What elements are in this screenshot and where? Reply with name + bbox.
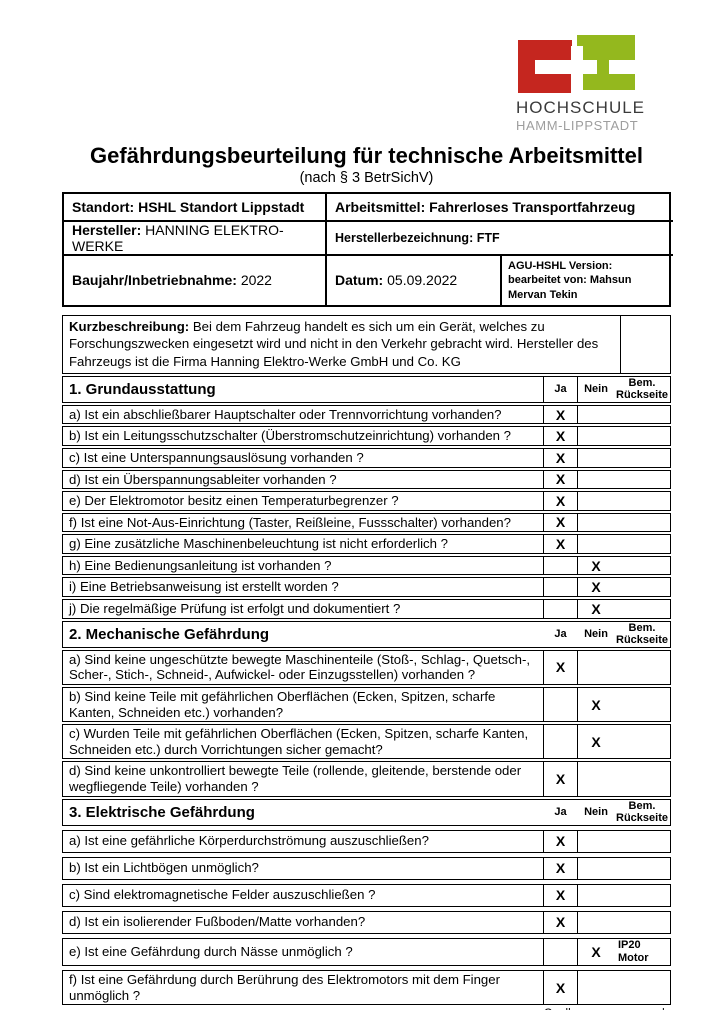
- nein-mark-cell: [578, 885, 614, 906]
- datum-value: 05.09.2022: [387, 272, 458, 289]
- ja-mark-cell: X: [543, 427, 578, 445]
- checklist-row: [62, 491, 671, 511]
- ja-mark-cell: X: [543, 831, 578, 852]
- nein-mark-cell: [578, 651, 614, 684]
- section-grundausstattung: [62, 376, 671, 619]
- nein-bem-cell: [578, 912, 670, 933]
- ja-mark-cell: X: [543, 858, 578, 879]
- checklist-row: [62, 405, 671, 425]
- nein-mark-cell: X: [591, 557, 601, 574]
- question-text: c) Wurden Teile mit gefährlichen Oberflächen (Ecken, Spitzen, scharfe Kanten, Schneiden etc.) durch Vorrichtungen sicher gemacht?: [69, 726, 529, 757]
- column-header-bem: Bem. Rückseite: [616, 799, 668, 825]
- hshl-logo: [516, 33, 646, 133]
- question-text: b) Ist ein Leitungsschutzschalter (Überstromschutzeinrichtung) vorhanden ?: [69, 428, 512, 444]
- nein-mark-cell: X: [591, 696, 601, 713]
- version-cell: [500, 254, 673, 305]
- nein-bem-cell: [578, 535, 670, 553]
- nein-bem-cell: [578, 725, 670, 758]
- nein-mark-cell: [578, 971, 614, 1004]
- hersteller-label: Hersteller:: [72, 222, 142, 238]
- nein-mark-cell: [578, 535, 614, 553]
- nein-mark-cell: X: [591, 943, 601, 960]
- section-elektrische-gefaehrdung: [62, 799, 671, 1006]
- checklist-row: [62, 534, 671, 554]
- bem-note: [614, 471, 670, 489]
- section-2-title: 2. Mechanische Gefährdung: [69, 625, 270, 643]
- hersteller-cell: [64, 220, 325, 254]
- nein-mark-cell: X: [591, 579, 601, 596]
- checklist-row: [62, 970, 671, 1005]
- section-1-rows: [62, 405, 671, 619]
- bem-note: [614, 578, 670, 596]
- kurzbeschreibung-text: [63, 316, 620, 373]
- column-header-nein: Nein: [584, 383, 608, 396]
- checklist-row: [62, 724, 671, 759]
- kurzbeschreibung-label: Kurzbeschreibung:: [69, 318, 190, 334]
- logo-dash: [609, 60, 635, 74]
- nein-bem-cell: [578, 762, 670, 795]
- ja-mark-cell: X: [543, 514, 578, 532]
- question-text: a) Ist ein abschließbarer Hauptschalter oder Trennvorrichtung vorhanden?: [69, 406, 502, 422]
- standort-cell: [64, 194, 325, 220]
- question-text: f) Ist eine Gefährdung durch Berührung des Elektromotors mit dem Finger unmöglich ?: [69, 972, 500, 1003]
- section-2-rows: [62, 650, 671, 797]
- ja-mark-cell: X: [543, 471, 578, 489]
- arbeitsmittel-value: Fahrerloses Transportfahrzeug: [429, 199, 636, 215]
- kurzbeschreibung-body: Bei dem Fahrzeug handelt es sich um ein Gerät, welches zu Forschungszwecken eingesetzt wird und nicht in den Verkehr gebracht wird. Hersteller des Fahrzeugs ist die Firma Hanning Elektro-Werke GmbH und Co. KG: [69, 318, 599, 369]
- nein-bem-cell: [578, 651, 670, 684]
- checklist-row: [62, 426, 671, 446]
- nein-mark-cell: [578, 449, 614, 467]
- section-3-header: [62, 799, 671, 826]
- herstellerbezeichnung-cell: [325, 220, 673, 254]
- nein-bem-cell: [578, 831, 670, 852]
- bem-note: [614, 600, 670, 618]
- bem-note: [614, 971, 670, 1004]
- question-text: d) Ist ein Überspannungsableiter vorhanden ?: [69, 471, 337, 487]
- question-text: b) Sind keine Teile mit gefährlichen Oberflächen (Ecken, Spitzen, scharfe Kanten, Schneiden etc.) vorhanden?: [69, 689, 496, 720]
- nein-bem-cell: [578, 858, 670, 879]
- arbeitsmittel-label: Arbeitsmittel:: [335, 199, 426, 215]
- question-text: a) Ist eine gefährliche Körperdurchströmung auszuschließen?: [69, 833, 429, 849]
- checklist-row: [62, 830, 671, 853]
- bem-note: [614, 688, 670, 721]
- question-text: c) Ist eine Unterspannungsauslösung vorhanden ?: [69, 449, 364, 465]
- bem-note: [614, 725, 670, 758]
- datum-label: Datum:: [335, 272, 384, 289]
- herstellerbezeichnung-value: FTF: [476, 231, 500, 245]
- bem-note: [614, 535, 670, 553]
- checklist-row: [62, 599, 671, 619]
- checklist-row: [62, 761, 671, 796]
- nein-mark-cell: [578, 831, 614, 852]
- question-text: g) Eine zusätzliche Maschinenbeleuchtung ist nicht erforderlich ?: [69, 536, 448, 552]
- nein-bem-cell: [578, 449, 670, 467]
- ja-mark-cell: [543, 600, 578, 618]
- nein-bem-cell: [578, 939, 670, 965]
- ja-mark-cell: X: [543, 762, 578, 795]
- logo-plus-horizontal: [535, 60, 597, 74]
- bem-note: [614, 651, 670, 684]
- standort-value: HSHL Standort Lippstadt: [138, 199, 305, 215]
- page-title: Gefährdungsbeurteilung für technische Arbeitsmittel: [90, 143, 643, 168]
- question-text: c) Sind elektromagnetische Felder auszuschließen ?: [69, 887, 376, 903]
- kurzbeschreibung-side-cell: [620, 316, 670, 373]
- nein-bem-cell: [578, 557, 670, 575]
- checklist-row: [62, 650, 671, 685]
- hshl-logo-icon: [516, 33, 640, 93]
- nein-mark-cell: [578, 912, 614, 933]
- ja-mark-cell: [543, 578, 578, 596]
- checklist-row: [62, 911, 671, 934]
- nein-mark-cell: [578, 492, 614, 510]
- version-line1: AGU-HSHL Version:: [508, 260, 613, 272]
- question-text: e) Ist eine Gefährdung durch Nässe unmöglich ?: [69, 944, 353, 960]
- checklist-row: [62, 884, 671, 907]
- question-text: d) Sind keine unkontrolliert bewegte Teile (rollende, gleitende, berstende oder wegfliegende Teile) vorhanden ?: [69, 763, 522, 794]
- ja-mark-cell: X: [543, 492, 578, 510]
- question-text: i) Eine Betriebsanweisung ist erstellt worden ?: [69, 579, 339, 595]
- bem-note: [614, 912, 670, 933]
- baujahr-value: 2022: [240, 272, 272, 289]
- section-3-title: 3. Elektrische Gefährdung: [69, 803, 255, 821]
- question-text: h) Eine Bedienungsanleitung ist vorhanden ?: [69, 557, 332, 573]
- nein-bem-cell: [578, 514, 670, 532]
- nein-mark-cell: [578, 427, 614, 445]
- column-header-ja: Ja: [554, 806, 567, 819]
- ja-mark-cell: X: [543, 406, 578, 424]
- section-2-header: [62, 621, 671, 648]
- nein-mark-cell: [578, 471, 614, 489]
- question-text: a) Sind keine ungeschützte bewegte Maschinenteile (Stoß-, Schlag-, Quetsch-, Scher-, Stich-, Schneid-, Aufwickel- oder Einzugsstellen) vorhanden ?: [69, 651, 531, 683]
- baujahr-cell: [64, 254, 325, 305]
- checklist-row: [62, 556, 671, 576]
- question-text: j) Die regelmäßige Prüfung ist erfolgt und dokumentiert ?: [69, 601, 401, 617]
- checklist-row: [62, 448, 671, 468]
- hersteller-value: HANNING ELEKTRO-WERKE: [72, 222, 284, 254]
- bem-note: [614, 492, 670, 510]
- nein-bem-cell: [578, 406, 670, 424]
- ja-mark-cell: X: [543, 885, 578, 906]
- nein-bem-cell: [578, 492, 670, 510]
- bem-note: [614, 406, 670, 424]
- ja-mark-cell: [543, 725, 578, 758]
- column-header-nein: Nein: [584, 806, 608, 819]
- section-1-title: 1. Grundausstattung: [69, 380, 216, 398]
- bem-note: [614, 427, 670, 445]
- nein-bem-cell: [578, 578, 670, 596]
- version-line2: bearbeitet von: Mahsun Mervan Tekin: [508, 274, 632, 301]
- ja-mark-cell: X: [543, 651, 578, 684]
- section-mechanische-gefaehrdung: [62, 621, 671, 797]
- herstellerbezeichnung-label: Herstellerbezeichnung:: [335, 231, 474, 245]
- datum-cell: [325, 254, 500, 305]
- baujahr-label: Baujahr/Inbetriebnahme:: [72, 272, 237, 289]
- column-header-bem: Bem. Rückseite: [616, 376, 668, 402]
- section-3-rows: [62, 830, 671, 1006]
- ja-mark-cell: X: [543, 912, 578, 933]
- column-header-nein: Nein: [584, 628, 608, 641]
- logo-text-hamm-lippstadt: HAMM-LIPPSTADT: [516, 118, 639, 133]
- ja-mark-cell: X: [543, 971, 578, 1004]
- nein-bem-cell: [578, 427, 670, 445]
- section-1-header: [62, 376, 671, 403]
- nein-mark-cell: X: [591, 733, 601, 750]
- checklist-row: [62, 513, 671, 533]
- nein-bem-cell: [578, 600, 670, 618]
- checklist-row: [62, 938, 671, 966]
- question-text: e) Der Elektromotor besitz einen Temperaturbegrenzer ?: [69, 493, 399, 509]
- column-header-ja: Ja: [554, 628, 567, 641]
- checklist-row: [62, 687, 671, 722]
- checklist-row: [62, 857, 671, 880]
- bem-note: [614, 885, 670, 906]
- bem-note: [614, 557, 670, 575]
- question-text: d) Ist ein isolierender Fußboden/Matte vorhanden?: [69, 914, 366, 930]
- column-header-bem: Bem. Rückseite: [616, 621, 668, 647]
- column-header-ja: Ja: [543, 377, 578, 402]
- bem-note: [614, 762, 670, 795]
- nein-bem-cell: [578, 688, 670, 721]
- ja-mark-cell: [543, 557, 578, 575]
- nein-bem-cell: [578, 971, 670, 1004]
- nein-mark-cell: [578, 514, 614, 532]
- bem-note: [614, 449, 670, 467]
- arbeitsmittel-cell: [325, 194, 673, 220]
- question-text: b) Ist ein Lichtbögen unmöglich?: [69, 860, 259, 876]
- nein-mark-cell: [578, 406, 614, 424]
- bem-note: [614, 831, 670, 852]
- kurzbeschreibung-box: [62, 315, 671, 374]
- info-table: [62, 192, 671, 307]
- question-text: f) Ist eine Not-Aus-Einrichtung (Taster, Reißleine, Fussschalter) vorhanden?: [69, 514, 511, 530]
- nein-mark-cell: [578, 858, 614, 879]
- checklist-row: [62, 470, 671, 490]
- standort-label: Standort:: [72, 199, 135, 215]
- nein-mark-cell: [578, 762, 614, 795]
- ja-mark-cell: [543, 688, 578, 721]
- checklist-row: [62, 577, 671, 597]
- bem-note: [614, 514, 670, 532]
- page-subtitle: (nach § 3 BetrSichV): [299, 170, 434, 186]
- bem-note: [614, 858, 670, 879]
- ja-mark-cell: X: [543, 449, 578, 467]
- nein-bem-cell: [578, 885, 670, 906]
- ja-mark-cell: X: [543, 535, 578, 553]
- logo-text-hochschule: HOCHSCHULE: [516, 98, 646, 117]
- bem-note: IP20 Motor: [618, 938, 649, 964]
- nein-bem-cell: [578, 471, 670, 489]
- nein-mark-cell: X: [591, 600, 601, 617]
- ja-mark-cell: [543, 939, 578, 965]
